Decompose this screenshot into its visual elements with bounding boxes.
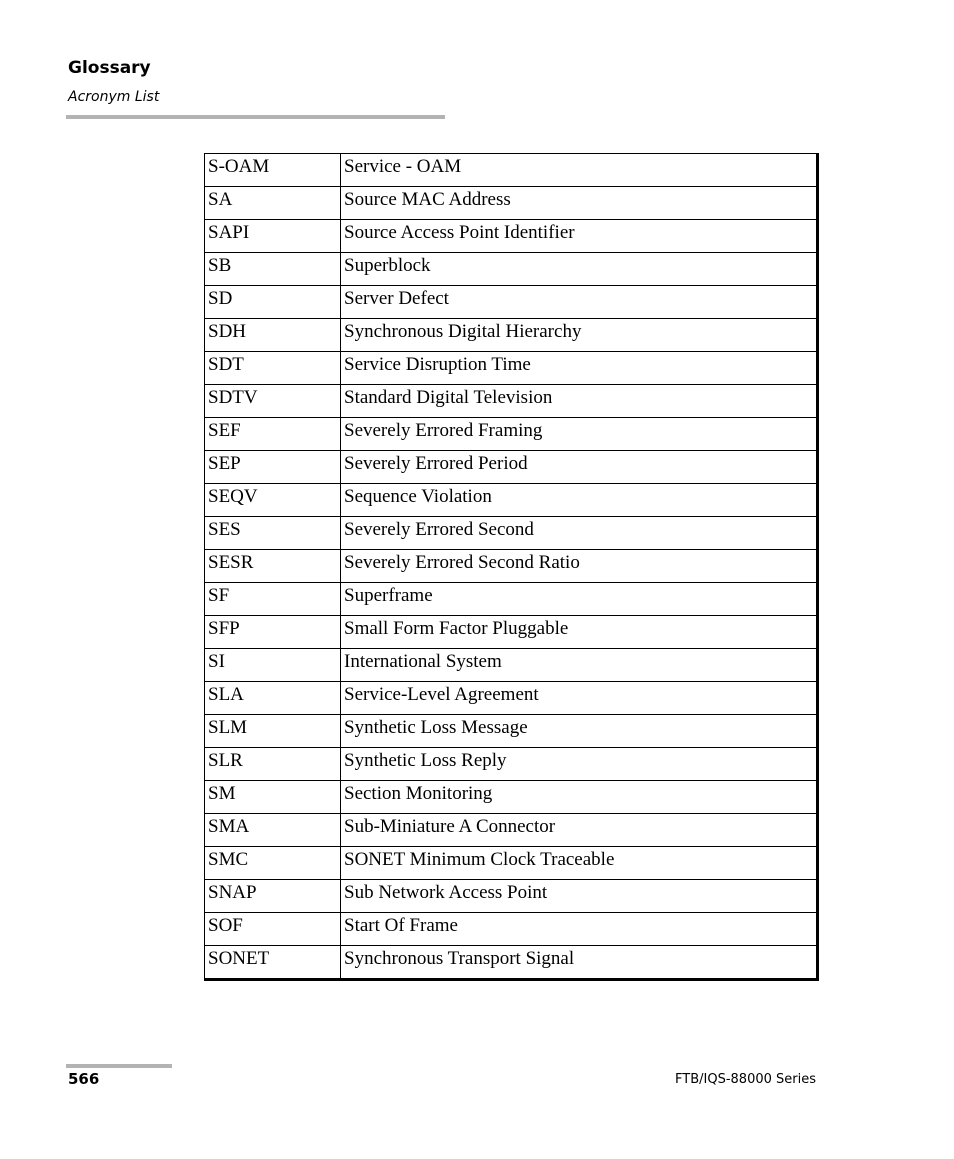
- definition-cell: Severely Errored Second: [341, 517, 818, 550]
- acronym-cell: SMC: [205, 847, 341, 880]
- table-row: [205, 418, 818, 451]
- table-row: [205, 583, 818, 616]
- acronym-cell: SES: [205, 517, 341, 550]
- table-row: [205, 253, 818, 286]
- definition-cell: Section Monitoring: [341, 781, 818, 814]
- definition-cell: International System: [341, 649, 818, 682]
- acronym-cell: SB: [205, 253, 341, 286]
- acronym-cell: SF: [205, 583, 341, 616]
- definition-cell: Start Of Frame: [341, 913, 818, 946]
- acronym-cell: SLA: [205, 682, 341, 715]
- acronym-cell: SNAP: [205, 880, 341, 913]
- acronym-table-body: [205, 154, 818, 980]
- definition-cell: Severely Errored Second Ratio: [341, 550, 818, 583]
- acronym-cell: SDT: [205, 352, 341, 385]
- acronym-cell: SOF: [205, 913, 341, 946]
- table-row: [205, 352, 818, 385]
- definition-cell: Synthetic Loss Message: [341, 715, 818, 748]
- table-row: [205, 748, 818, 781]
- acronym-cell: SM: [205, 781, 341, 814]
- definition-cell: Standard Digital Television: [341, 385, 818, 418]
- table-row: [205, 286, 818, 319]
- definition-cell: Superblock: [341, 253, 818, 286]
- definition-cell: Sub-Miniature A Connector: [341, 814, 818, 847]
- definition-cell: Synchronous Digital Hierarchy: [341, 319, 818, 352]
- page-title: Glossary: [68, 58, 151, 78]
- table-row: [205, 616, 818, 649]
- acronym-cell: SEP: [205, 451, 341, 484]
- table-row: [205, 154, 818, 187]
- acronym-cell: SDH: [205, 319, 341, 352]
- acronym-cell: SESR: [205, 550, 341, 583]
- acronym-cell: SI: [205, 649, 341, 682]
- table-row: [205, 946, 818, 980]
- definition-cell: Small Form Factor Pluggable: [341, 616, 818, 649]
- acronym-cell: SMA: [205, 814, 341, 847]
- footer-divider: [66, 1064, 172, 1068]
- page-number: 566: [68, 1070, 100, 1088]
- header-divider: [66, 115, 445, 119]
- table-row: [205, 550, 818, 583]
- acronym-cell: SFP: [205, 616, 341, 649]
- table-row: [205, 517, 818, 550]
- table-row: [205, 484, 818, 517]
- table-row: [205, 319, 818, 352]
- acronym-cell: SEF: [205, 418, 341, 451]
- definition-cell: Synchronous Transport Signal: [341, 946, 818, 980]
- table-row: [205, 781, 818, 814]
- definition-cell: SONET Minimum Clock Traceable: [341, 847, 818, 880]
- definition-cell: Superframe: [341, 583, 818, 616]
- acronym-table: [204, 153, 819, 981]
- table-row: [205, 847, 818, 880]
- acronym-cell: SD: [205, 286, 341, 319]
- table-row: [205, 913, 818, 946]
- definition-cell: Service - OAM: [341, 154, 818, 187]
- definition-cell: Source MAC Address: [341, 187, 818, 220]
- acronym-cell: SA: [205, 187, 341, 220]
- definition-cell: Server Defect: [341, 286, 818, 319]
- acronym-cell: SDTV: [205, 385, 341, 418]
- series-name: FTB/IQS-88000 Series: [675, 1072, 816, 1087]
- table-row: [205, 220, 818, 253]
- acronym-cell: SEQV: [205, 484, 341, 517]
- table-row: [205, 187, 818, 220]
- definition-cell: Service Disruption Time: [341, 352, 818, 385]
- table-row: [205, 649, 818, 682]
- definition-cell: Source Access Point Identifier: [341, 220, 818, 253]
- table-row: [205, 682, 818, 715]
- table-row: [205, 880, 818, 913]
- definition-cell: Synthetic Loss Reply: [341, 748, 818, 781]
- acronym-cell: S-OAM: [205, 154, 341, 187]
- acronym-cell: SLM: [205, 715, 341, 748]
- table-row: [205, 385, 818, 418]
- definition-cell: Severely Errored Framing: [341, 418, 818, 451]
- section-subtitle: Acronym List: [68, 89, 160, 105]
- definition-cell: Service-Level Agreement: [341, 682, 818, 715]
- table-row: [205, 814, 818, 847]
- acronym-cell: SAPI: [205, 220, 341, 253]
- table-row: [205, 715, 818, 748]
- acronym-cell: SLR: [205, 748, 341, 781]
- definition-cell: Sequence Violation: [341, 484, 818, 517]
- definition-cell: Severely Errored Period: [341, 451, 818, 484]
- acronym-cell: SONET: [205, 946, 341, 980]
- definition-cell: Sub Network Access Point: [341, 880, 818, 913]
- table-row: [205, 451, 818, 484]
